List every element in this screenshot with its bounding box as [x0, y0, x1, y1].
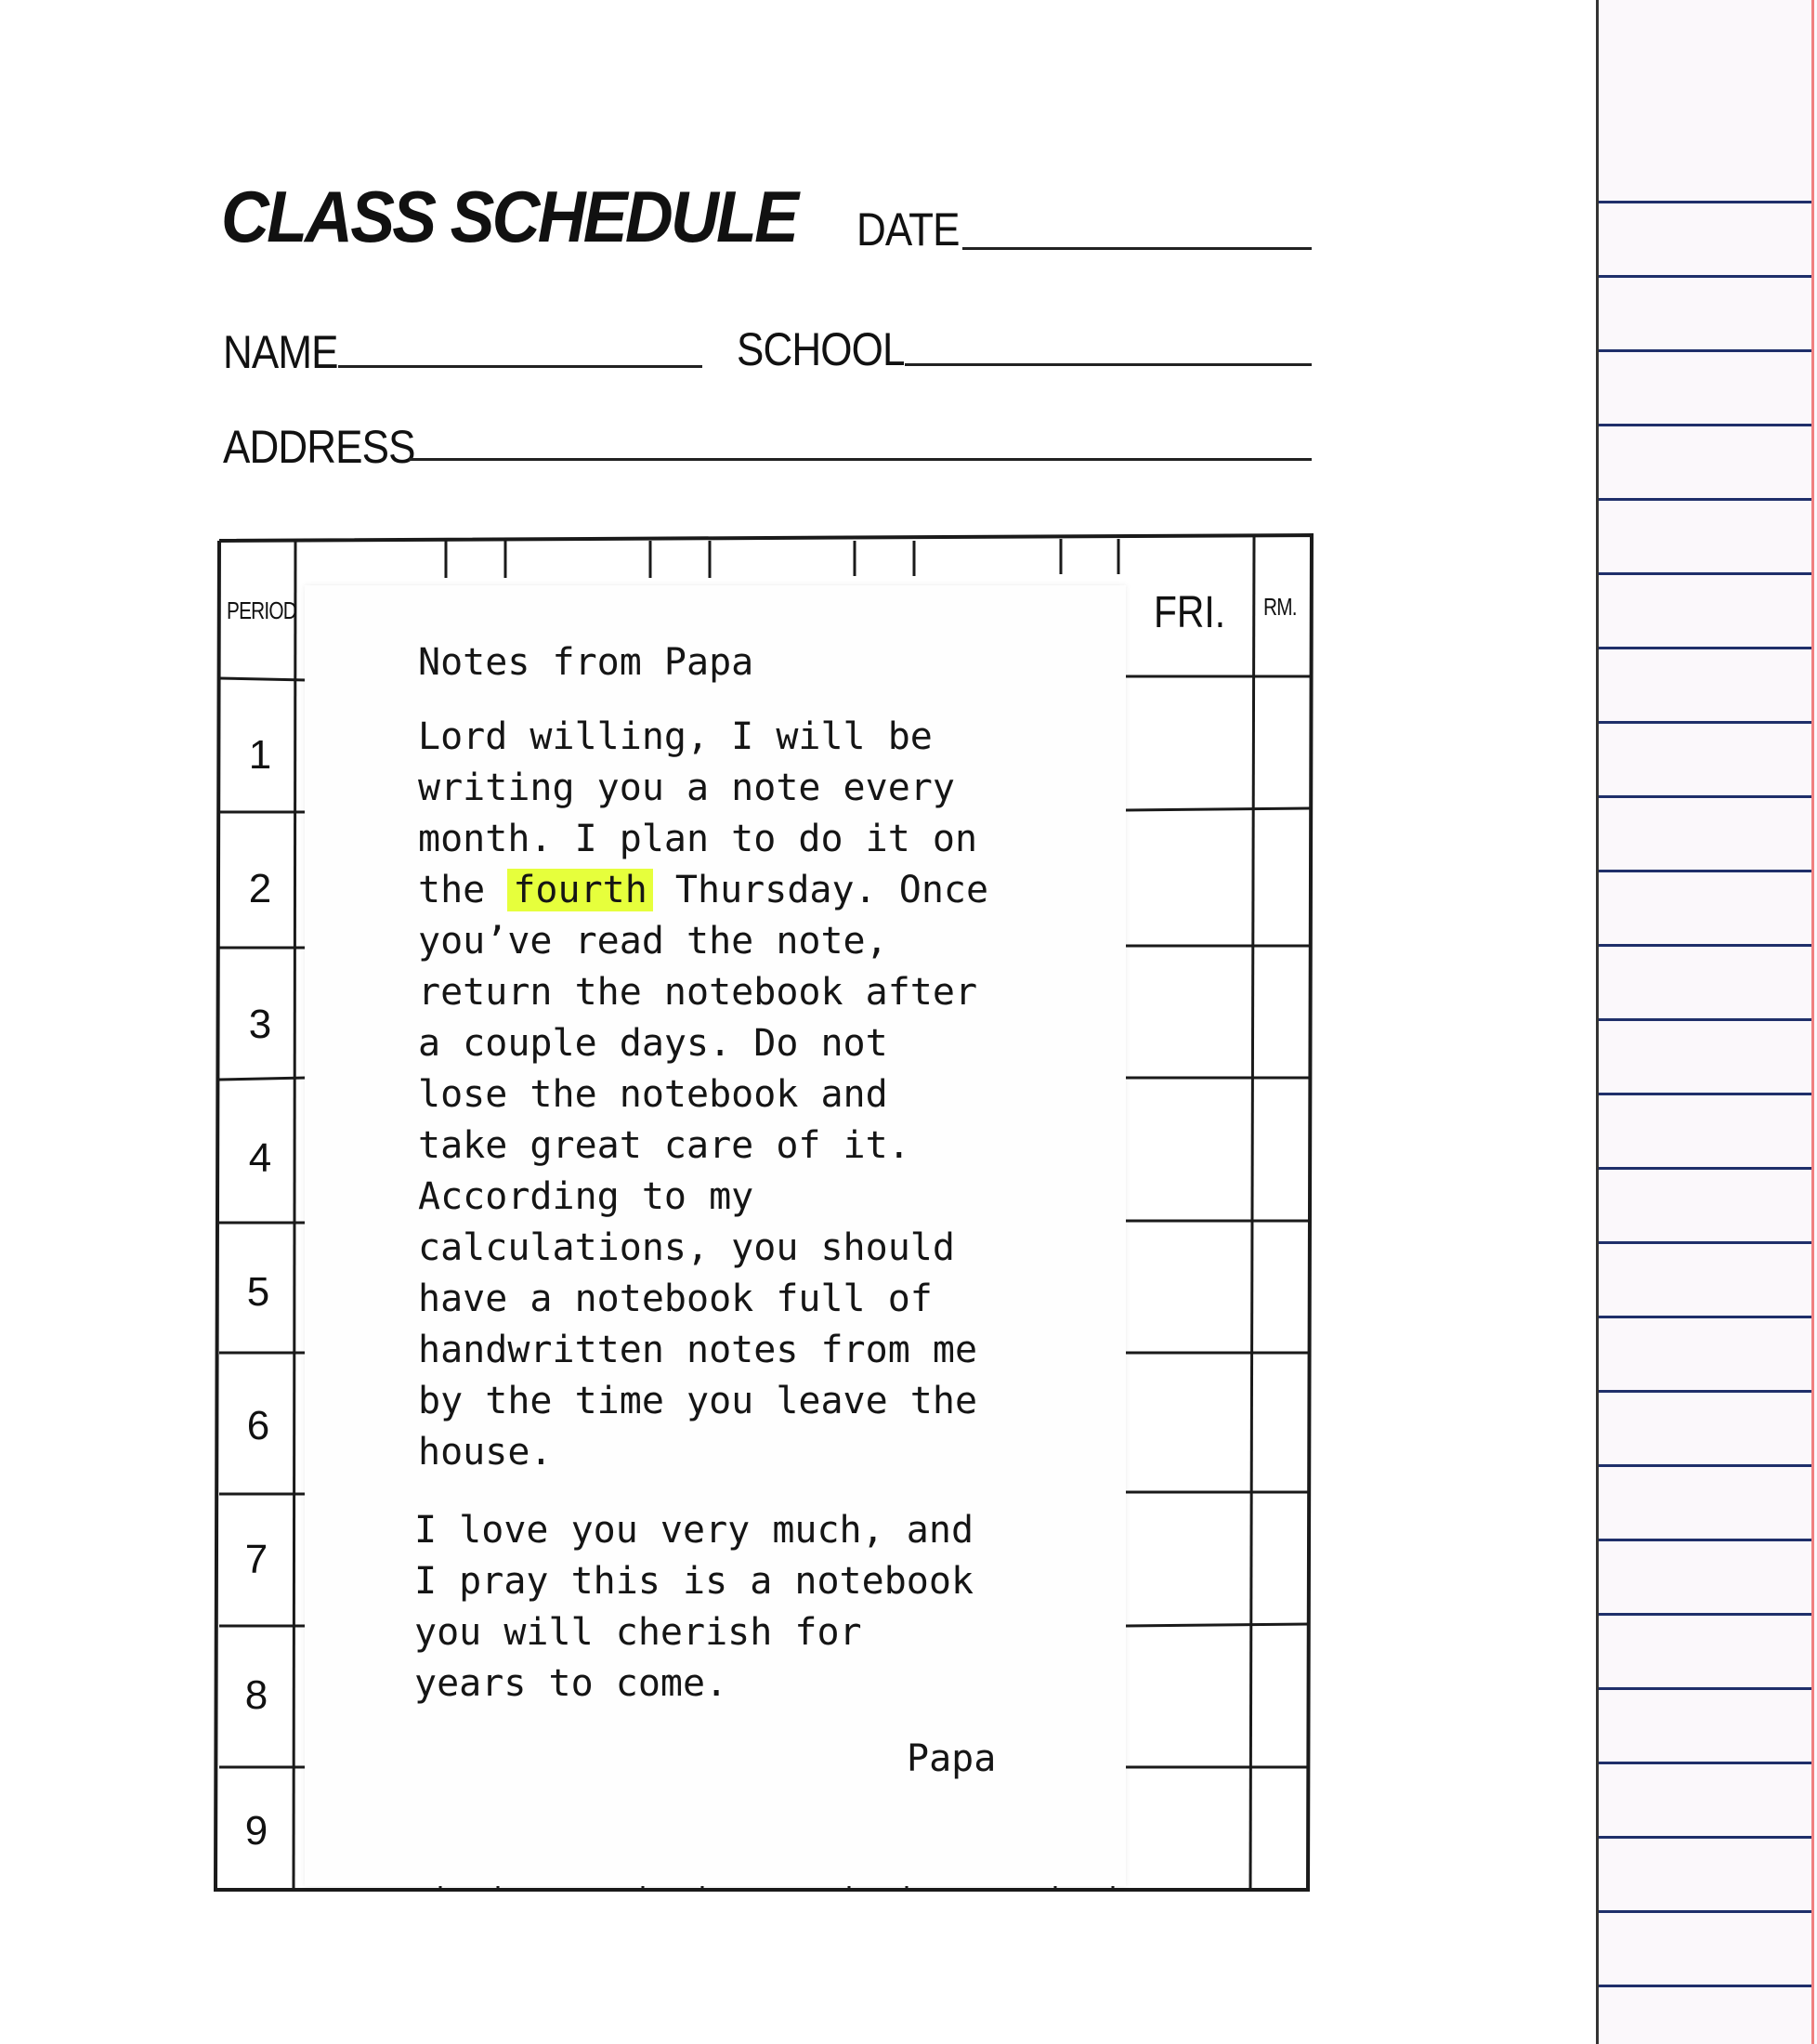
note-text-before: Lord willing, I will be writing you a note every month. I plan to do it on the [418, 715, 978, 911]
period-number: 2 [248, 866, 272, 911]
ruling-line [1599, 1539, 1811, 1541]
ruling-line [1599, 721, 1811, 724]
ruling-line [1599, 1018, 1811, 1021]
note-paragraph-1 [418, 712, 1124, 1478]
period-number: 6 [246, 1403, 270, 1448]
adjacent-notebook-page [1596, 0, 1817, 2044]
note-text-after: Thursday. Once you’ve read the note, return the notebook after a couple days. Do not lose the notebook and take great care of it. According to my calculations, you should have a notebook full of handwritten notes from me by the time you leave the house. [418, 869, 989, 1474]
period-number: 1 [248, 732, 272, 778]
address-label: ADDRESS [223, 421, 415, 473]
ruling-line [1599, 498, 1811, 501]
ruling-line [1599, 1985, 1811, 1987]
period-header: PERIOD [227, 596, 296, 624]
ruling-line [1599, 1093, 1811, 1095]
ruling-line [1599, 1910, 1811, 1913]
period-number: 7 [244, 1537, 268, 1582]
date-label: DATE [856, 203, 960, 256]
note-paragraph-2: I love you very much, and I pray this is a notebook you will cherish for years to come. [414, 1509, 974, 1705]
ruling-line [1599, 795, 1811, 798]
ruling-line [1599, 1762, 1811, 1764]
ruling-line [1599, 1464, 1811, 1467]
ruling-line [1599, 1836, 1811, 1839]
note-signature: Papa [907, 1737, 997, 1780]
ruling-line [1599, 424, 1811, 426]
ruling-line [1599, 647, 1811, 649]
period-number: 9 [244, 1808, 268, 1854]
ruling-line [1599, 1167, 1811, 1170]
period-number: 3 [248, 1002, 272, 1047]
page-title: CLASS SCHEDULE [221, 176, 797, 257]
ruling-line [1599, 1687, 1811, 1690]
fri-header: FRI. [1154, 588, 1226, 637]
rm-header: RM. [1263, 593, 1297, 621]
period-number: 8 [244, 1672, 268, 1718]
ruling-line [1599, 1241, 1811, 1244]
period-number: 4 [248, 1135, 272, 1181]
ruling-line [1599, 1316, 1811, 1318]
ruling-line [1599, 349, 1811, 352]
ruling-line [1599, 944, 1811, 947]
ruling-line [1599, 1613, 1811, 1616]
ruling-line [1599, 275, 1811, 278]
school-label: SCHOOL [737, 323, 905, 375]
highlighted-word: fourth [507, 869, 653, 911]
ruling-line [1599, 201, 1811, 203]
ruling-line [1599, 572, 1811, 575]
red-margin-line [1811, 0, 1814, 2044]
name-label: NAME [223, 326, 338, 378]
note-title: Notes from Papa [418, 641, 754, 684]
ruling-line [1599, 870, 1811, 872]
ruling-line [1599, 1390, 1811, 1393]
period-number: 5 [246, 1269, 270, 1315]
